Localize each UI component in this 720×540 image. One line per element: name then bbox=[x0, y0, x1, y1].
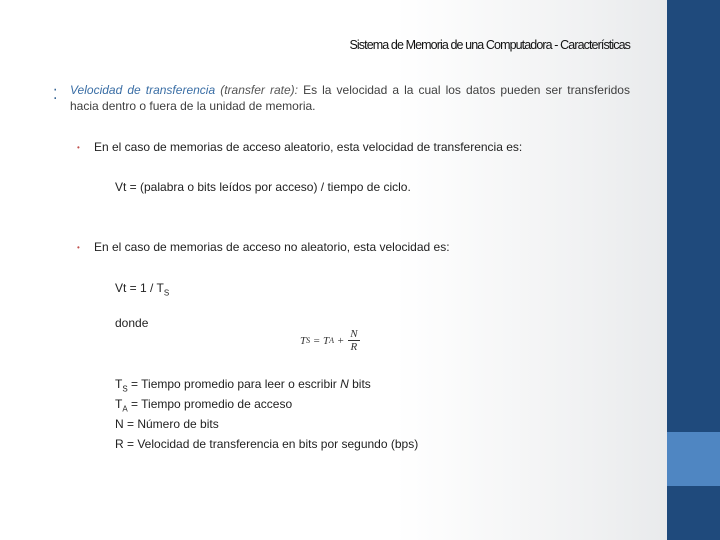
def-ta-sub: A bbox=[122, 404, 128, 414]
def-ts-italic: N bbox=[340, 377, 349, 391]
random-access-text: En el caso de memorias de acceso aleatorio, esta velocidad de transferencia es: bbox=[94, 140, 523, 154]
eq-lhs-sub: S bbox=[306, 336, 311, 345]
sub-bullet-icon: • bbox=[77, 143, 80, 152]
def-ts-symbol: T bbox=[115, 377, 123, 391]
eq-mid-sub: A bbox=[329, 336, 335, 345]
ts-equation bbox=[300, 328, 360, 353]
def-ts-text: = Tiempo promedio para leer o escribir bbox=[127, 377, 341, 391]
vt-formula bbox=[115, 281, 169, 297]
def-n: N = Número de bits bbox=[115, 417, 219, 431]
intro-paren: (transfer rate): bbox=[220, 83, 298, 97]
def-ta-text: = Tiempo promedio de acceso bbox=[127, 397, 293, 411]
def-ta-symbol: T bbox=[115, 397, 123, 411]
intro-term: Velocidad de transferencia bbox=[70, 83, 216, 97]
def-r: R = Velocidad de transferencia en bits por segundo (bps) bbox=[115, 437, 419, 451]
bullet-icon: ⁚ bbox=[53, 86, 58, 102]
eq-plus: + bbox=[334, 334, 345, 347]
def-ts-tail: bits bbox=[348, 377, 371, 391]
def-ta bbox=[115, 397, 292, 413]
eq-mid: = T bbox=[310, 334, 330, 347]
eq-fraction bbox=[348, 328, 359, 353]
def-ts-sub: S bbox=[122, 384, 128, 394]
def-ts bbox=[115, 377, 371, 393]
vt-formula-sub: S bbox=[163, 288, 170, 298]
vt-formula-main: Vt = 1 / T bbox=[115, 281, 164, 295]
slide-title: Sistema de Memoria de una Computadora - Características bbox=[349, 38, 630, 52]
right-decor-accent bbox=[667, 432, 720, 486]
donde-label: donde bbox=[115, 316, 149, 330]
eq-lhs: T bbox=[300, 334, 307, 347]
intro-paragraph bbox=[70, 82, 630, 114]
eq-denominator: R bbox=[350, 341, 358, 353]
sub-bullet-icon: • bbox=[77, 243, 80, 252]
random-access-formula: Vt = (palabra o bits leídos por acceso) / tiempo de ciclo. bbox=[115, 180, 411, 194]
eq-numerator: N bbox=[350, 328, 358, 340]
intro-text: Es la velocidad a la cual los datos pueden ser transferidos hacia dentro o fuera de la unidad de memoria. bbox=[70, 83, 630, 113]
nonrandom-access-text: En el caso de memorias de acceso no aleatorio, esta velocidad es: bbox=[94, 240, 450, 254]
